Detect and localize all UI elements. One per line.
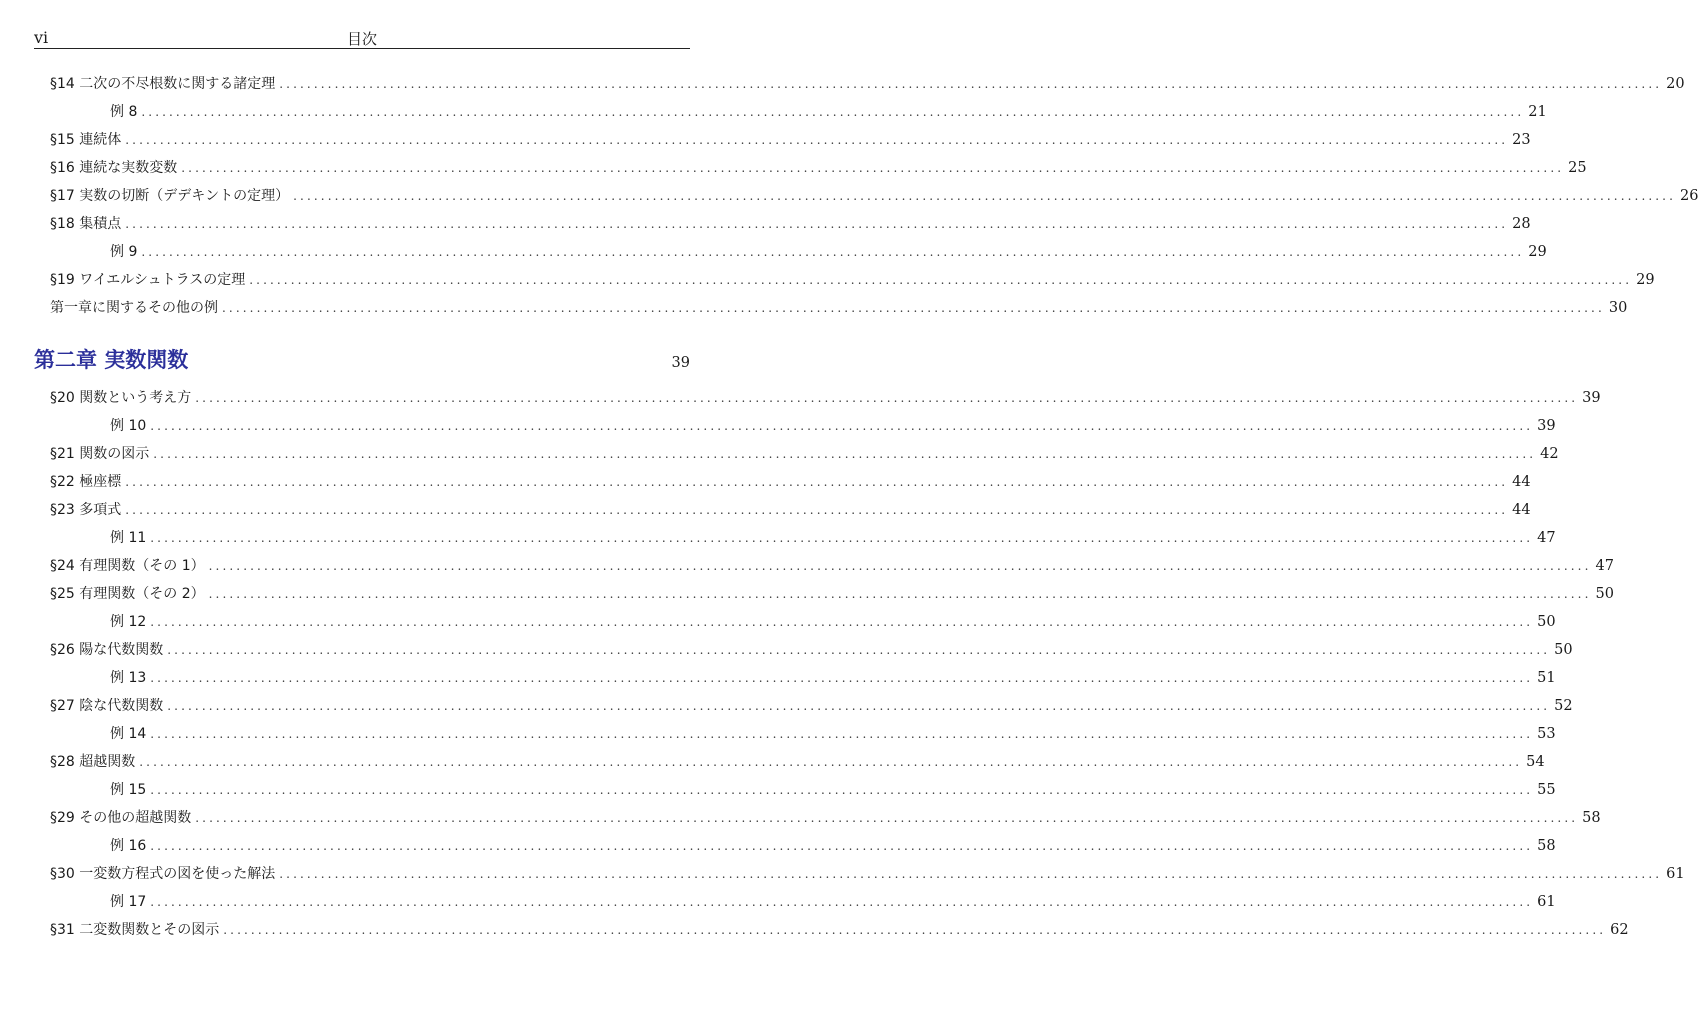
toc-example-entry[interactable] <box>34 888 1556 916</box>
toc-section-entry[interactable] <box>34 210 1531 238</box>
toc-section-entry[interactable] <box>34 126 1531 154</box>
toc-entry-label: 例 12 <box>110 614 147 630</box>
header-page-number: vi <box>34 28 49 47</box>
dot-leader: ........................................................................................................................................................................................................ <box>125 503 1509 517</box>
toc-entry-page: 44 <box>1512 502 1531 518</box>
toc-example-entry[interactable] <box>34 98 1547 126</box>
dot-leader: ........................................................................................................................................................................................................ <box>150 531 1534 545</box>
toc-section-entry[interactable] <box>34 182 1698 210</box>
dot-leader: ........................................................................................................................................................................................................ <box>222 301 1605 315</box>
dot-leader: ........................................................................................................................................................................................................ <box>279 77 1663 91</box>
dot-leader: ........................................................................................................................................................................................................ <box>195 391 1579 405</box>
dot-leader: ........................................................................................................................................................................................................ <box>167 643 1551 657</box>
header-title: 目次 <box>346 30 377 48</box>
toc-entry-page: 54 <box>1526 754 1545 770</box>
toc-entry-page: 30 <box>1608 300 1628 316</box>
dot-leader: ........................................................................................................................................................................................................ <box>279 867 1663 881</box>
toc-entry-page: 51 <box>1537 670 1556 686</box>
toc-entry-label: §14 二次の不尽根数に関する諸定理 <box>50 76 276 92</box>
toc-entry-page: 50 <box>1595 586 1614 602</box>
toc-section-entry[interactable] <box>34 916 1629 944</box>
toc-group-chapter-one <box>34 70 1698 322</box>
toc-entry-label: 例 17 <box>110 894 147 910</box>
toc-entry-label: §22 極座標 <box>50 474 122 490</box>
toc-entry-label: §20 関数という考え方 <box>50 390 192 406</box>
toc-entry-page: 23 <box>1512 132 1531 148</box>
chapter-page: 39 <box>671 355 690 371</box>
toc-entry-page: 47 <box>1595 558 1614 574</box>
toc-entry-label: §30 一変数方程式の図を使った解法 <box>50 866 276 882</box>
toc-entry-label: §17 実数の切断（デデキントの定理） <box>50 188 290 204</box>
toc-entry-label: §15 連続体 <box>50 132 122 148</box>
dot-leader: ........................................................................................................................................................................................................ <box>153 447 1537 461</box>
table-of-contents <box>34 70 1698 944</box>
dot-leader: ........................................................................................................................................................................................................ <box>150 671 1534 685</box>
toc-example-entry[interactable] <box>34 524 1556 552</box>
toc-section-entry[interactable] <box>34 804 1601 832</box>
toc-example-entry[interactable] <box>34 720 1556 748</box>
toc-entry-label: §28 超越関数 <box>50 754 136 770</box>
toc-section-entry[interactable] <box>34 496 1531 524</box>
toc-section-entry[interactable] <box>34 636 1573 664</box>
dot-leader: ........................................................................................................................................................................................................ <box>125 133 1509 147</box>
toc-entry-label: §25 有理関数（その 2） <box>50 586 205 602</box>
dot-leader: ........................................................................................................................................................................................................ <box>293 189 1677 203</box>
dot-leader: ........................................................................................................................................................................................................ <box>195 811 1579 825</box>
dot-leader: ........................................................................................................................................................................................................ <box>167 699 1551 713</box>
toc-section-entry[interactable] <box>34 692 1573 720</box>
dot-leader: ........................................................................................................................................................................................................ <box>208 587 1592 601</box>
dot-leader: ........................................................................................................................................................................................................ <box>150 783 1534 797</box>
toc-example-entry[interactable] <box>34 238 1547 266</box>
running-header <box>34 26 690 49</box>
dot-leader: ........................................................................................................................................................................................................ <box>150 615 1534 629</box>
toc-entry-page: 62 <box>1610 922 1629 938</box>
toc-entry-label: 例 9 <box>110 244 138 260</box>
toc-entry-label: §23 多項式 <box>50 502 122 518</box>
toc-section-entry[interactable] <box>34 580 1614 608</box>
toc-entry-page: 55 <box>1537 782 1556 798</box>
dot-leader: ........................................................................................................................................................................................................ <box>150 895 1534 909</box>
dot-leader: ........................................................................................................................................................................................................ <box>181 161 1565 175</box>
toc-entry-page: 58 <box>1537 838 1556 854</box>
toc-entry-page: 25 <box>1568 160 1587 176</box>
dot-leader: ........................................................................................................................................................................................................ <box>249 273 1633 287</box>
toc-entry-page: 20 <box>1666 76 1685 92</box>
toc-section-entry[interactable] <box>34 294 1628 322</box>
toc-section-entry[interactable] <box>34 748 1545 776</box>
toc-entry-label: 例 8 <box>110 104 138 120</box>
toc-entry-page: 28 <box>1512 216 1531 232</box>
toc-example-entry[interactable] <box>34 776 1556 804</box>
toc-entry-page: 53 <box>1537 726 1556 742</box>
toc-entry-label: §31 二変数関数とその図示 <box>50 922 220 938</box>
toc-example-entry[interactable] <box>34 664 1556 692</box>
toc-section-entry[interactable] <box>34 440 1559 468</box>
dot-leader: ........................................................................................................................................................................................................ <box>150 419 1534 433</box>
toc-section-entry[interactable] <box>34 384 1601 412</box>
toc-section-entry[interactable] <box>34 266 1655 294</box>
dot-leader: ........................................................................................................................................................................................................ <box>208 559 1592 573</box>
toc-entry-label: 例 15 <box>110 782 147 798</box>
toc-entry-label: 第一章に関するその他の例 <box>50 300 218 316</box>
toc-entry-label: §21 関数の図示 <box>50 446 150 462</box>
chapter-title: 第二章 実数関数 <box>34 348 189 372</box>
toc-entry-label: 例 14 <box>110 726 147 742</box>
toc-entry-page: 39 <box>1582 390 1601 406</box>
toc-entry-label: 例 13 <box>110 670 147 686</box>
dot-leader: ........................................................................................................................................................................................................ <box>139 755 1523 769</box>
toc-entry-page: 52 <box>1554 698 1573 714</box>
toc-section-entry[interactable] <box>34 154 1587 182</box>
toc-example-entry[interactable] <box>34 832 1556 860</box>
toc-entry-label: §29 その他の超越関数 <box>50 810 192 826</box>
toc-example-entry[interactable] <box>34 412 1556 440</box>
dot-leader: ........................................................................................................................................................................................................ <box>125 217 1509 231</box>
toc-section-entry[interactable] <box>34 860 1685 888</box>
toc-entry-page: 44 <box>1512 474 1531 490</box>
toc-entry-page: 42 <box>1540 446 1559 462</box>
toc-entry-page: 58 <box>1582 810 1601 826</box>
dot-leader: ........................................................................................................................................................................................................ <box>150 839 1534 853</box>
toc-entry-page: 47 <box>1537 530 1556 546</box>
dot-leader: ........................................................................................................................................................................................................ <box>223 923 1607 937</box>
toc-section-entry[interactable] <box>34 468 1531 496</box>
toc-entry-label: 例 10 <box>110 418 147 434</box>
toc-entry-page: 50 <box>1554 642 1573 658</box>
toc-entry-page: 50 <box>1537 614 1556 630</box>
toc-entry-page: 21 <box>1528 104 1547 120</box>
toc-entry-page: 61 <box>1537 894 1556 910</box>
dot-leader: ........................................................................................................................................................................................................ <box>141 245 1525 259</box>
toc-entry-label: §18 集積点 <box>50 216 122 232</box>
toc-entry-label: §19 ワイエルシュトラスの定理 <box>50 272 246 288</box>
toc-entry-page: 29 <box>1528 244 1547 260</box>
dot-leader: ........................................................................................................................................................................................................ <box>150 727 1534 741</box>
toc-entry-label: §27 陰な代数関数 <box>50 698 164 714</box>
chapter-heading[interactable] <box>34 344 690 378</box>
toc-example-entry[interactable] <box>34 608 1556 636</box>
toc-entry-page: 61 <box>1666 866 1685 882</box>
toc-entry-label: 例 16 <box>110 838 147 854</box>
toc-entry-label: §26 陽な代数関数 <box>50 642 164 658</box>
toc-entry-label: §24 有理関数（その 1） <box>50 558 205 574</box>
toc-entry-page: 29 <box>1636 272 1655 288</box>
dot-leader: ........................................................................................................................................................................................................ <box>141 105 1525 119</box>
toc-entry-page: 26 <box>1680 188 1698 204</box>
toc-entry-page: 39 <box>1537 418 1556 434</box>
toc-entry-label: §16 連続な実数変数 <box>50 160 178 176</box>
toc-section-entry[interactable] <box>34 552 1614 580</box>
dot-leader: ........................................................................................................................................................................................................ <box>125 475 1509 489</box>
toc-group-chapter-two <box>34 384 1685 944</box>
toc-entry-label: 例 11 <box>110 530 147 546</box>
toc-section-entry[interactable] <box>34 70 1685 98</box>
